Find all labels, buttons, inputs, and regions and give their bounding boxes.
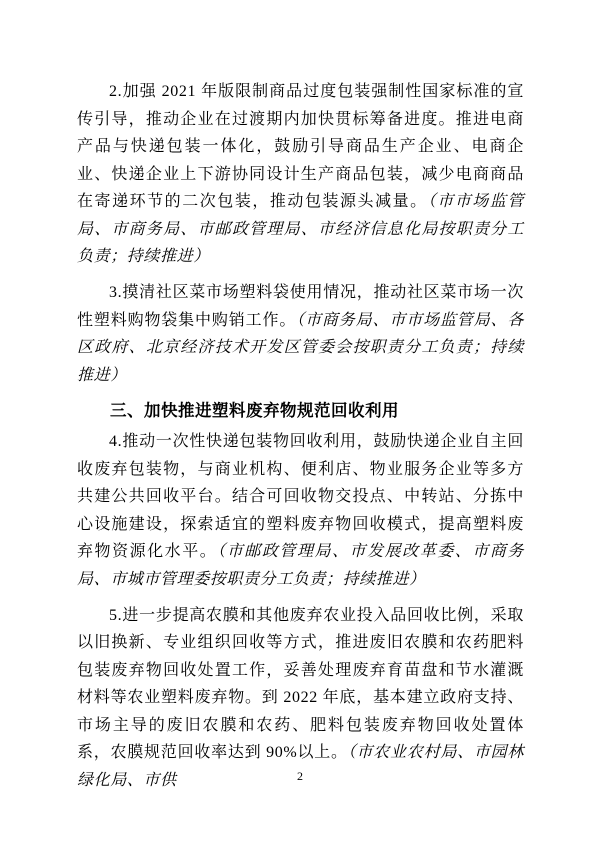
paragraph-item-5: [77, 602, 524, 795]
responsibility-note: （市农业农村局、市园林绿化局、市供: [77, 744, 524, 789]
document-content: [77, 78, 524, 803]
responsibility-note: （市商务局、市市场监管局、各区政府、北京经济技术开发区管委会按职责分工负责；持续推进）: [77, 311, 524, 384]
paragraph-main-text: 3.摸清社区菜市场塑料袋使用情况，推动社区菜市场一次性塑料购物袋集中购销工作。: [77, 284, 524, 329]
responsibility-note: （市邮政管理局、市发展改革委、市商务局、市城市管理委按职责分工负责；持续推进）: [77, 543, 524, 588]
paragraph-item-3: [77, 279, 524, 389]
paragraph-item-4: [77, 428, 524, 593]
responsibility-note: （市市场监管局、市商务局、市邮政管理局、市经济信息化局按职责分工负责；持续推进）: [77, 193, 524, 265]
paragraph-item-2: [77, 78, 524, 271]
paragraph-main-text: 5.进一步提高农膜和其他废弃农业投入品回收比例，采取以旧换新、专业组织回收等方式，推进废旧农膜和农药肥料包装废弃物回收处置工作，妥善处理废弃育苗盘和节水灌溉材料等农业塑料废弃物。到 2022 年底，基本建立政府支持、市场主导的废旧农膜和农药、肥料包装废弃物回收处置体系，农膜规范回收率达到 90%以上。: [77, 606, 524, 761]
paragraph-main-text: 4.推动一次性快递包装物回收利用，鼓励快递企业自主回收废弃包装物，与商业机构、便利店、物业服务企业等多方共建公共回收平台。结合可回收物交投点、中转站、分拣中心设施建设，探索适宜的塑料废弃物回收模式，提高塑料废弃物资源化水平。: [77, 433, 524, 560]
paragraph-main-text: 2.加强 2021 年版限制商品过度包装强制性国家标准的宣传引导，推动企业在过渡期内加快贯标筹备进度。推进电商产品与快递包装一体化，鼓励引导商品生产企业、电商企业、快递企业上下游协同设计生产商品包装，减少电商商品在寄递环节的二次包装，推动包装源头减量。: [77, 83, 524, 210]
section-heading: 三、加快推进塑料废弃物规范回收利用: [110, 401, 399, 420]
page-number: 2: [297, 769, 303, 783]
